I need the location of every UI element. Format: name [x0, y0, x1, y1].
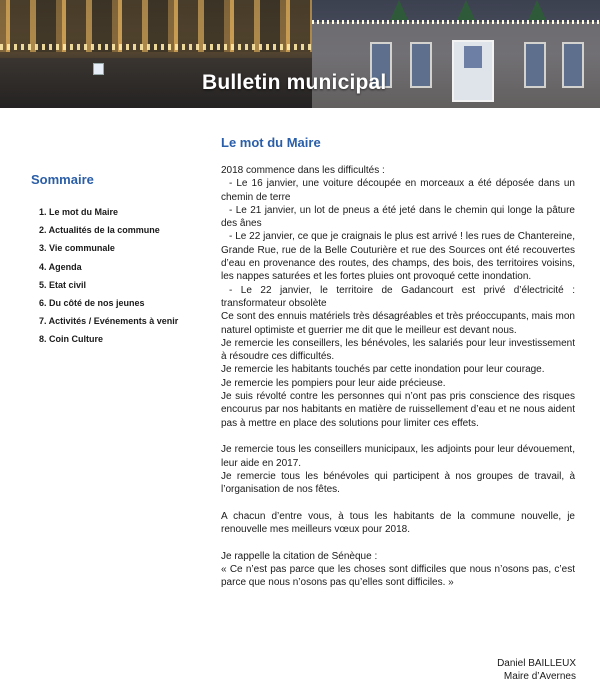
- paragraph: Je remercie les conseillers, les bénévoles, les salariés pour leur investissement à résoudre ces difficultés.: [221, 337, 575, 363]
- paragraph: - Le 22 janvier, le territoire de Gadancourt est privé d’électricité : transformateur obsolète: [221, 284, 575, 309]
- paragraph: Je remercie les habitants touchés par cette inondation pour leur courage.: [221, 364, 545, 376]
- bulletin-title: Bulletin municipal: [202, 71, 387, 94]
- header-banner: [0, 0, 600, 108]
- article-title: Le mot du Maire: [221, 135, 321, 150]
- toc-item[interactable]: 7. Activités / Evénements à venir: [39, 316, 179, 327]
- article-body: [221, 164, 575, 590]
- sommaire-title: Sommaire: [31, 172, 94, 187]
- toc-item[interactable]: 4. Agenda: [39, 261, 82, 272]
- signature-name: Daniel BAILLEUX: [497, 658, 576, 669]
- signature: [497, 657, 576, 684]
- paragraph: - Le 16 janvier, une voiture découpée en morceaux a été déposée dans un chemin de terre: [221, 178, 575, 203]
- paragraph: Je suis révolté contre les personnes qui n’ont pas pris conscience des risques encourus par nos habitants en matière de ruissellement d’eau et ne nous aident pas à mettre en place des solutions pour limiter ces effets.: [221, 391, 575, 429]
- paragraph: A chacun d’entre vous, à tous les habitants de la commune nouvelle, je renouvelle mes meilleurs vœux pour 2018.: [221, 510, 575, 536]
- toc-item[interactable]: 5. Etat civil: [39, 279, 87, 290]
- paragraph: Je remercie tous les bénévoles qui participent à nos groupes de travail, à l’organisation de nos fêtes.: [221, 470, 575, 496]
- paragraph: 2018 commence dans les difficultés :: [221, 165, 385, 176]
- town-hall-door: [452, 40, 494, 102]
- toc-item[interactable]: 8. Coin Culture: [39, 334, 104, 345]
- paragraph: Je remercie les pompiers pour leur aide précieuse.: [221, 377, 446, 389]
- quote: « Ce n’est pas parce que les choses sont difficiles que nous n’osons pas, c’est parce que nous n’osons pas qu’elles sont difficiles. »: [221, 563, 575, 589]
- paragraph: Ce sont des ennuis matériels très désagréables et très préoccupants, mais mon naturel optimiste et guerrier me dit que le meilleur est devant nous.: [221, 311, 575, 336]
- paragraph: - Le 22 janvier, ce que je craignais le plus est arrivé ! les rues de Chantereine, Grande Rue, rue de la Belle Couturière et rue des Sources ont été recouvertes d’eau en provenance des routes, des champs, des bois, des territoires voisins, les nappes saturées et les fortes pluies ont provoqué cette inondation.: [221, 231, 575, 283]
- signature-role: Maire d’Avernes: [503, 671, 576, 683]
- toc-item[interactable]: 3. Vie communale: [39, 243, 115, 254]
- lamp-icon: [93, 63, 104, 75]
- table-of-contents: [39, 205, 178, 351]
- paragraph: Je remercie tous les conseillers municipaux, les adjoints pour leur dévouement, leur aide en 2017.: [221, 444, 575, 469]
- toc-item[interactable]: 6. Du côté de nos jeunes: [39, 297, 145, 308]
- toc-item[interactable]: 2. Actualités de la commune: [39, 225, 160, 236]
- paragraph: - Le 21 janvier, un lot de pneus a été jeté dans le chemin qui longe la pâture des ânes: [221, 204, 575, 230]
- toc-item[interactable]: 1. Le mot du Maire: [39, 207, 119, 217]
- paragraph: Je rappelle la citation de Sénèque :: [221, 550, 378, 562]
